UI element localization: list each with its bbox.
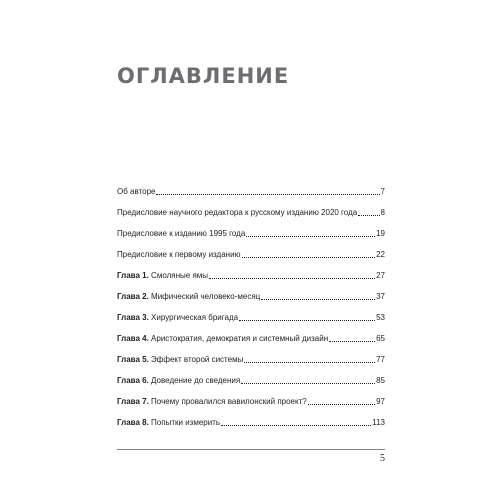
toc-entry-label: Глава 4.	[117, 334, 149, 343]
toc-entry-text: Попытки измерить	[148, 418, 221, 427]
dot-leader	[308, 403, 375, 405]
toc-entry	[117, 246, 385, 260]
toc-entry-label: Глава 2.	[117, 292, 149, 301]
toc-entry-title	[117, 229, 245, 239]
toc-entry	[117, 351, 385, 365]
page-number: 5	[380, 453, 385, 464]
toc-entry-page: 77	[376, 355, 385, 364]
toc-entry-page: 27	[376, 271, 385, 280]
toc-entry-label: Глава 7.	[117, 397, 149, 406]
dot-leader	[241, 382, 375, 384]
toc-entry-page: 8	[380, 208, 385, 217]
toc-entry-page: 22	[376, 250, 385, 259]
dot-leader	[242, 256, 376, 258]
toc-entry	[117, 330, 385, 344]
toc-entry-label: Глава 1.	[117, 271, 149, 280]
toc-entry-text: Предисловие к первому изданию	[117, 250, 241, 259]
toc-entry-label: Глава 6.	[117, 376, 149, 385]
toc-entry	[117, 309, 385, 323]
toc-entry-title	[117, 208, 357, 218]
dot-leader	[209, 277, 375, 279]
toc-entry	[117, 183, 385, 197]
toc-entry-text: Доведение до сведения	[148, 376, 241, 385]
toc-entry	[117, 225, 385, 239]
toc-entry-title	[117, 397, 307, 407]
toc-entry-title	[117, 334, 328, 344]
toc-entry-title	[117, 250, 241, 260]
toc-entry-text: Почему провалился вавилонский проект?	[148, 397, 307, 406]
dot-leader	[329, 340, 375, 342]
toc-entry-page: 97	[376, 397, 385, 406]
toc-entry-title	[117, 355, 243, 365]
dot-leader	[246, 235, 375, 237]
toc-entry-page: 53	[376, 313, 385, 322]
toc-entry-title	[117, 187, 155, 197]
toc-entry-page: 85	[376, 376, 385, 385]
page-heading: ОГЛАВЛЕНИЕ	[117, 64, 290, 88]
toc-entry-text: Аристократия, демократия и системный дизайн	[148, 334, 329, 343]
footer-divider	[117, 449, 385, 450]
toc-entry-title	[117, 418, 220, 428]
toc-entry-text: Предисловие научного редактора к русскому изданию 2020 года	[117, 208, 358, 217]
toc-entry-title	[117, 271, 208, 281]
dot-leader	[239, 319, 375, 321]
toc-entry-text: Смоляные ямы	[148, 271, 209, 280]
toc-entry-page: 113	[372, 418, 385, 427]
toc-entry-title	[117, 376, 240, 386]
toc-entry-title	[117, 313, 238, 323]
toc-entry	[117, 267, 385, 281]
toc-entry-text: Об авторе	[117, 187, 156, 196]
toc-entry-text: Мифический человеко-месяц	[148, 292, 261, 301]
toc-entry	[117, 288, 385, 302]
toc-entry-label: Глава 5.	[117, 355, 149, 364]
dot-leader	[221, 424, 371, 426]
toc-entry	[117, 372, 385, 386]
dot-leader	[244, 361, 375, 363]
toc-entry	[117, 204, 385, 218]
toc-entry-label: Глава 8.	[117, 418, 149, 427]
toc-entry-text: Предисловие к изданию 1995 года	[117, 229, 246, 238]
dot-leader	[358, 214, 379, 216]
toc-entry-page: 65	[376, 334, 385, 343]
toc-entry-page: 37	[376, 292, 385, 301]
toc-entry-page: 19	[376, 229, 385, 238]
toc-entry-title	[117, 292, 260, 302]
toc-entry-label: Глава 3.	[117, 313, 149, 322]
toc-entry	[117, 393, 385, 407]
toc-entry-text: Хирургическая бригада	[148, 313, 239, 322]
dot-leader	[156, 193, 379, 195]
dot-leader	[261, 298, 375, 300]
toc-entry-page: 7	[380, 187, 385, 196]
toc-entry	[117, 414, 385, 428]
toc-entry-text: Эффект второй системы	[148, 355, 244, 364]
